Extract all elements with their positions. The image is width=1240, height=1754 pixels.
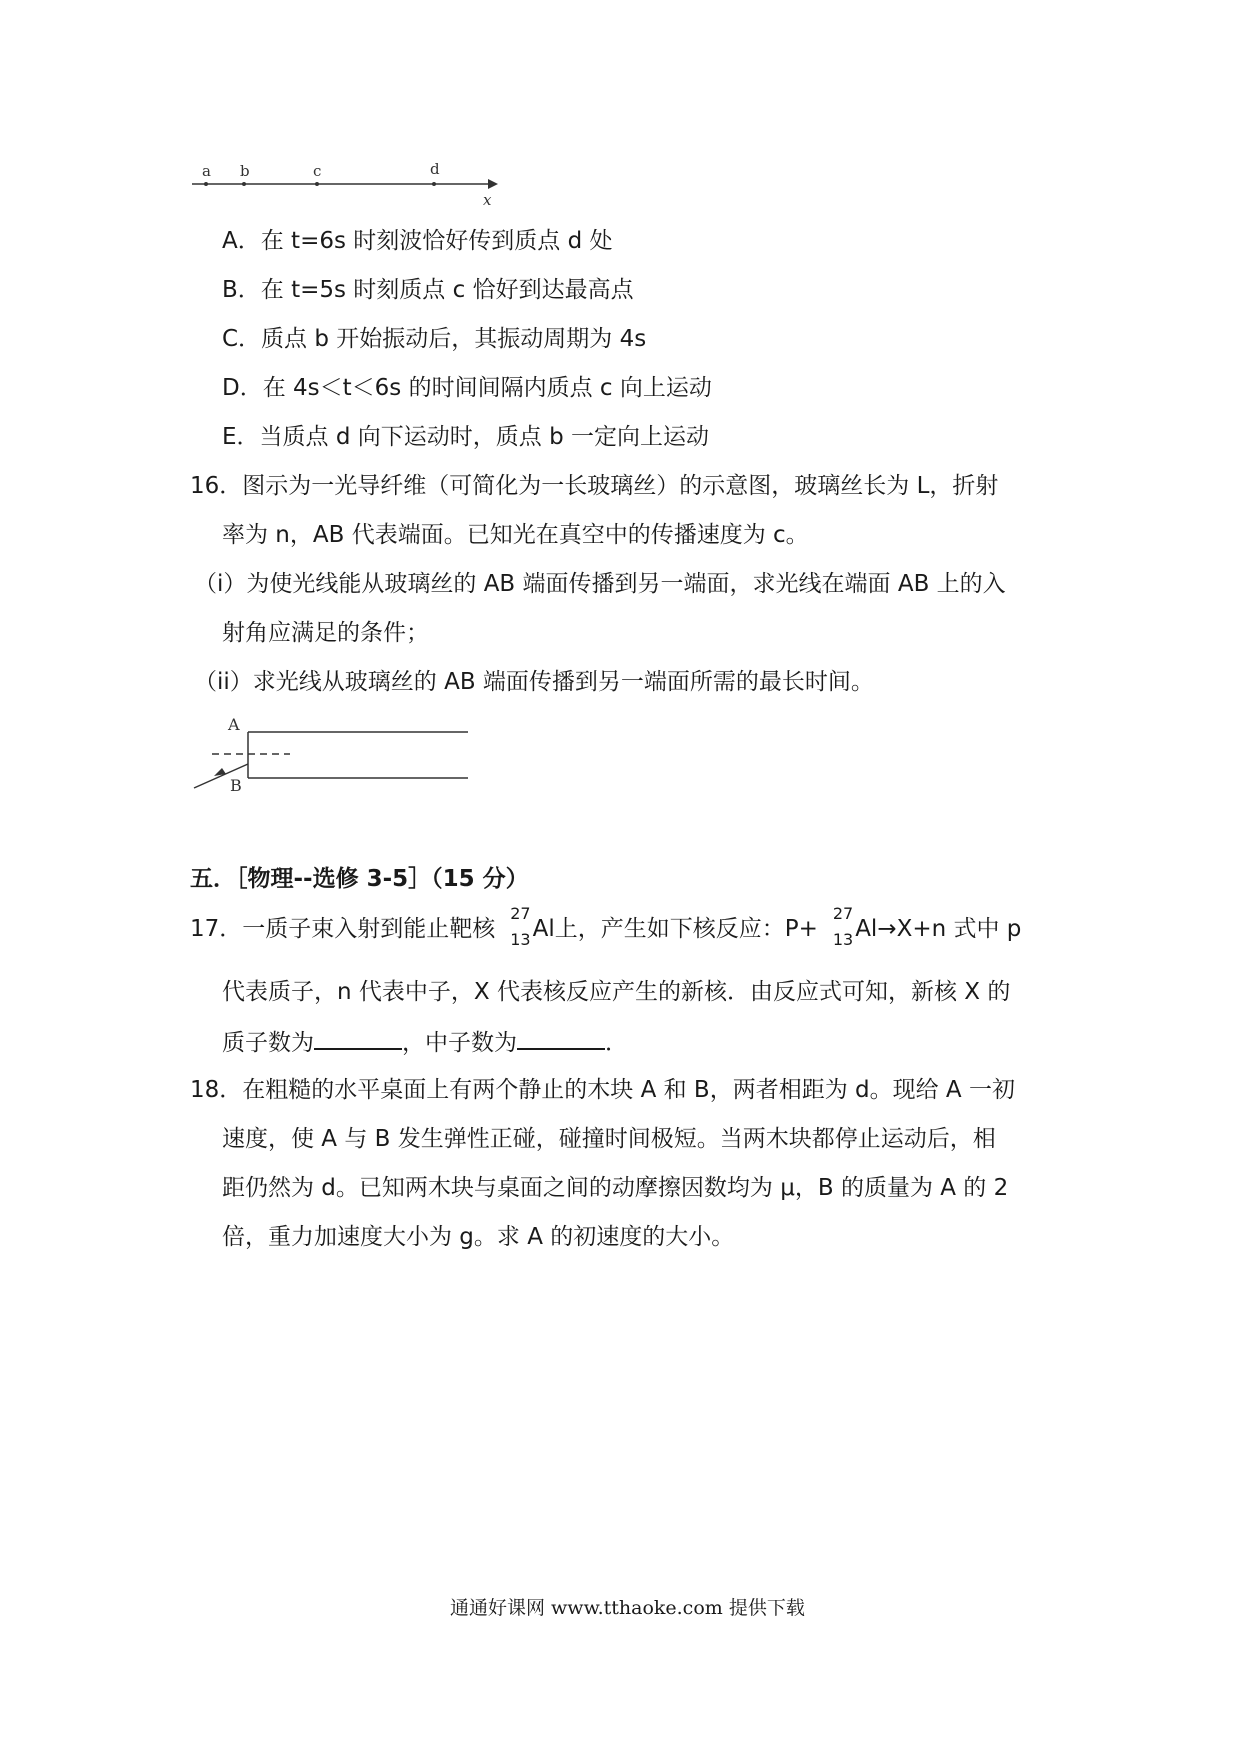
q17-line1 bbox=[190, 904, 1022, 949]
wave-axis-figure bbox=[190, 160, 510, 210]
q17-line3 bbox=[222, 1024, 628, 1060]
label-b: B bbox=[230, 776, 242, 792]
element-symbol: Al bbox=[855, 916, 878, 942]
label-a: A bbox=[228, 716, 240, 734]
q17-line2: 代表质子，n 代表中子，X 代表核反应产生的新核．由反应式可知，新核 X 的 bbox=[222, 979, 1011, 1005]
q18-line4: 倍，重力加速度大小为 g。求 A 的初速度的大小。 bbox=[222, 1224, 735, 1250]
isotope-al27-reaction bbox=[825, 904, 855, 949]
point-label-b: b bbox=[240, 162, 250, 180]
mass-number: 27 bbox=[510, 904, 531, 923]
answer-blank-proton[interactable] bbox=[314, 1024, 402, 1050]
element-symbol: Al bbox=[532, 916, 555, 942]
point-label-c: c bbox=[313, 162, 322, 180]
option-c: C．质点 b 开始振动后，其振动周期为 4s bbox=[222, 326, 647, 352]
q17-text-part1: 17．一质子束入射到能止靶核 bbox=[190, 916, 496, 942]
q16-text-line2: 率为 n，AB 代表端面。已知光在真空中的传播速度为 c。 bbox=[222, 522, 809, 548]
point-label-a: a bbox=[202, 162, 211, 180]
option-b: B．在 t=5s 时刻质点 c 恰好到达最高点 bbox=[222, 277, 634, 303]
q18-line1: 18．在粗糙的水平桌面上有两个静止的木块 A 和 B，两者相距为 d。现给 A 一初 bbox=[190, 1077, 1015, 1103]
q16-sub1-line1: （i）为使光线能从玻璃丝的 AB 端面传播到另一端面，求光线在端面 AB 上的入 bbox=[194, 571, 1006, 597]
section-heading: 五．［物理--选修 3-5］（15 分） bbox=[190, 866, 529, 892]
q17-text-neutron-count: ，中子数为 bbox=[402, 1030, 517, 1056]
q17-text-end: ． bbox=[605, 1030, 628, 1056]
isotope-al27 bbox=[503, 904, 533, 949]
option-e: E．当质点 d 向下运动时，质点 b 一定向上运动 bbox=[222, 424, 709, 450]
point-label-d: d bbox=[430, 160, 440, 178]
q16-text-line1: 16．图示为一光导纤维（可简化为一长玻璃丝）的示意图，玻璃丝长为 L，折射 bbox=[190, 473, 999, 499]
q18-line2: 速度，使 A 与 B 发生弹性正碰，碰撞时间极短。当两木块都停止运动后，相 bbox=[222, 1126, 996, 1152]
q16-sub1-line2: 射角应满足的条件； bbox=[222, 620, 429, 646]
page-footer: 通通好课网 www.tthaoke.com 提供下载 bbox=[450, 1597, 805, 1619]
option-d: D．在 4s＜t＜6s 的时间间隔内质点 c 向上运动 bbox=[222, 375, 712, 401]
answer-blank-neutron[interactable] bbox=[517, 1024, 605, 1050]
axis-label-x: x bbox=[483, 191, 492, 209]
q17-text-part3: →X+n 式中 p bbox=[877, 916, 1022, 942]
q17-text-part2: 上，产生如下核反应：P+ bbox=[554, 916, 818, 942]
q17-text-proton-count: 质子数为 bbox=[222, 1030, 314, 1056]
q16-sub2: （ii）求光线从玻璃丝的 AB 端面传播到另一端面所需的最长时间。 bbox=[194, 669, 874, 695]
atomic-number: 13 bbox=[510, 930, 531, 949]
optical-fiber-figure bbox=[190, 716, 480, 792]
atomic-number: 13 bbox=[832, 930, 854, 949]
mass-number: 27 bbox=[832, 904, 854, 923]
option-a: A．在 t=6s 时刻波恰好传到质点 d 处 bbox=[222, 228, 613, 254]
q18-line3: 距仍然为 d。已知两木块与桌面之间的动摩擦因数均为 μ，B 的质量为 A 的 2 bbox=[222, 1175, 1009, 1201]
